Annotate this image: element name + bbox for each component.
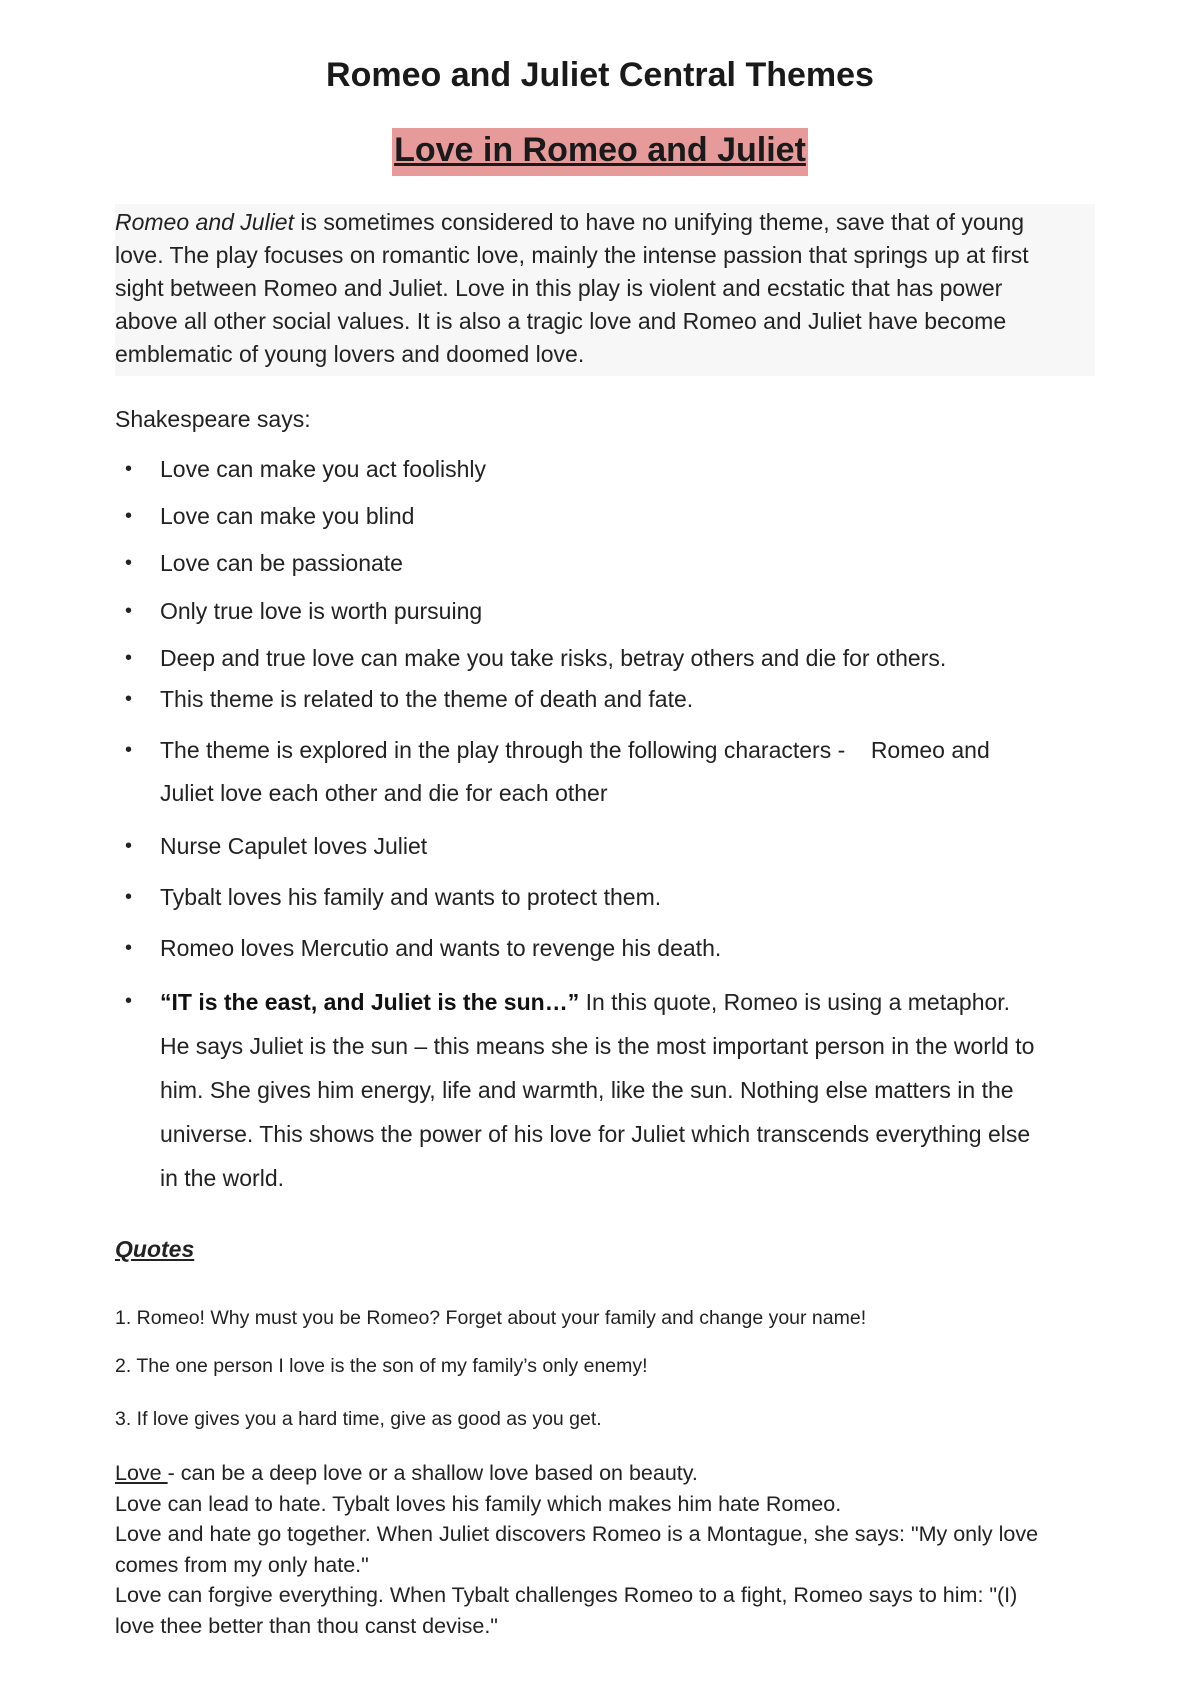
metaphor-line-5: in the world.	[160, 1165, 285, 1191]
list-item	[115, 637, 1095, 680]
list-item	[115, 590, 1095, 633]
intro-line-4: above all other social values. It is also a tragic love and Romeo and Juliet have become	[115, 308, 1007, 334]
list-item	[115, 825, 1095, 868]
list-item	[115, 927, 1095, 970]
quote-item: 3. If love gives you a hard time, give as good as you get.	[115, 1408, 602, 1430]
bullet-text: Romeo loves Mercutio and wants to revenge his death.	[160, 935, 722, 961]
bullet-text: Love can make you act foolishly	[160, 456, 487, 482]
list-item	[115, 542, 1095, 585]
bullet-icon: •	[125, 647, 133, 669]
love-line-5: Love can forgive everything. When Tybalt challenges Romeo to a fight, Romeo says to him: "(I)	[115, 1583, 1018, 1607]
bullet-icon: •	[125, 600, 133, 622]
bullet-text: Love can make you blind	[160, 503, 415, 529]
love-line-3: Love and hate go together. When Juliet discovers Romeo is a Montague, she says: "My only love	[115, 1522, 1039, 1546]
bullet-icon: •	[125, 505, 133, 527]
document-title: Romeo and Juliet Central Themes	[326, 56, 874, 94]
intro-line-3: sight between Romeo and Juliet. Love in this play is violent and ecstatic that has power	[115, 275, 1003, 301]
love-line-4: comes from my only hate."	[115, 1552, 369, 1577]
quotes-heading: Quotes	[115, 1236, 195, 1262]
bullet-icon: •	[125, 688, 133, 710]
bullet-text	[160, 980, 1095, 1200]
section-heading-love: Love in Romeo and Juliet	[392, 128, 808, 176]
bullet-text: This theme is related to the theme of death and fate.	[160, 686, 694, 712]
bullet-text-line: Juliet love each other and die for each other	[160, 780, 608, 806]
intro-line-5: emblematic of young lovers and doomed love.	[115, 341, 585, 367]
bullet-icon: •	[125, 458, 133, 480]
quote-item: 1. Romeo! Why must you be Romeo? Forget about your family and change your name!	[115, 1307, 867, 1329]
bullet-text: Deep and true love can make you take risks, betray others and die for others.	[160, 645, 947, 671]
bullet-text: Tybalt loves his family and wants to protect them.	[160, 884, 662, 910]
intro-italic-title: Romeo and Juliet	[115, 209, 294, 235]
bullet-icon: •	[125, 990, 133, 1012]
love-summary-paragraph	[115, 1458, 1095, 1641]
intro-paragraph	[115, 206, 1095, 371]
quote-item: 2. The one person I love is the son of my family’s only enemy!	[115, 1355, 648, 1377]
sun-quote: “IT is the east, and Juliet is the sun…”	[160, 989, 580, 1015]
list-item	[115, 729, 1095, 815]
bullet-text: Only true love is worth pursuing	[160, 598, 483, 624]
metaphor-line-1: In this quote, Romeo is using a metaphor.	[579, 989, 1011, 1015]
shakespeare-says-label: Shakespeare says:	[115, 406, 311, 432]
metaphor-line-4: universe. This shows the power of his love for Juliet which transcends everything else	[160, 1121, 1031, 1147]
love-line-6: love thee better than thou canst devise."	[115, 1613, 498, 1638]
list-item-metaphor	[115, 980, 1095, 1200]
love-keyword: Love	[115, 1461, 168, 1485]
section-heading-container	[0, 128, 1200, 176]
bullet-text-line: The theme is explored in the play through the following characters - Romeo and	[160, 737, 990, 763]
list-item	[115, 448, 1095, 491]
bullet-text	[160, 729, 1095, 815]
metaphor-line-3: him. She gives him energy, life and warmth, like the sun. Nothing else matters in the	[160, 1077, 1014, 1103]
metaphor-line-2: He says Juliet is the sun – this means she is the most important person in the world to	[160, 1033, 1035, 1059]
bullet-icon: •	[125, 937, 133, 959]
bullet-icon: •	[125, 886, 133, 908]
love-line-2: Love can lead to hate. Tybalt loves his family which makes him hate Romeo.	[115, 1491, 842, 1516]
list-item	[115, 876, 1095, 919]
list-item	[115, 678, 1095, 721]
love-line-1-text: - can be a deep love or a shallow love based on beauty.	[167, 1461, 698, 1485]
intro-line-2: love. The play focuses on romantic love, mainly the intense passion that springs up at first	[115, 242, 1029, 268]
list-item	[115, 495, 1095, 538]
bullet-icon: •	[125, 552, 133, 574]
bullet-text: Love can be passionate	[160, 550, 403, 576]
bullet-text: Nurse Capulet loves Juliet	[160, 833, 428, 859]
love-line-1	[115, 1458, 1095, 1489]
bullet-icon: •	[125, 739, 133, 761]
intro-line-1: is sometimes considered to have no unifying theme, save that of young	[294, 209, 1025, 235]
bullet-icon: •	[125, 835, 133, 857]
